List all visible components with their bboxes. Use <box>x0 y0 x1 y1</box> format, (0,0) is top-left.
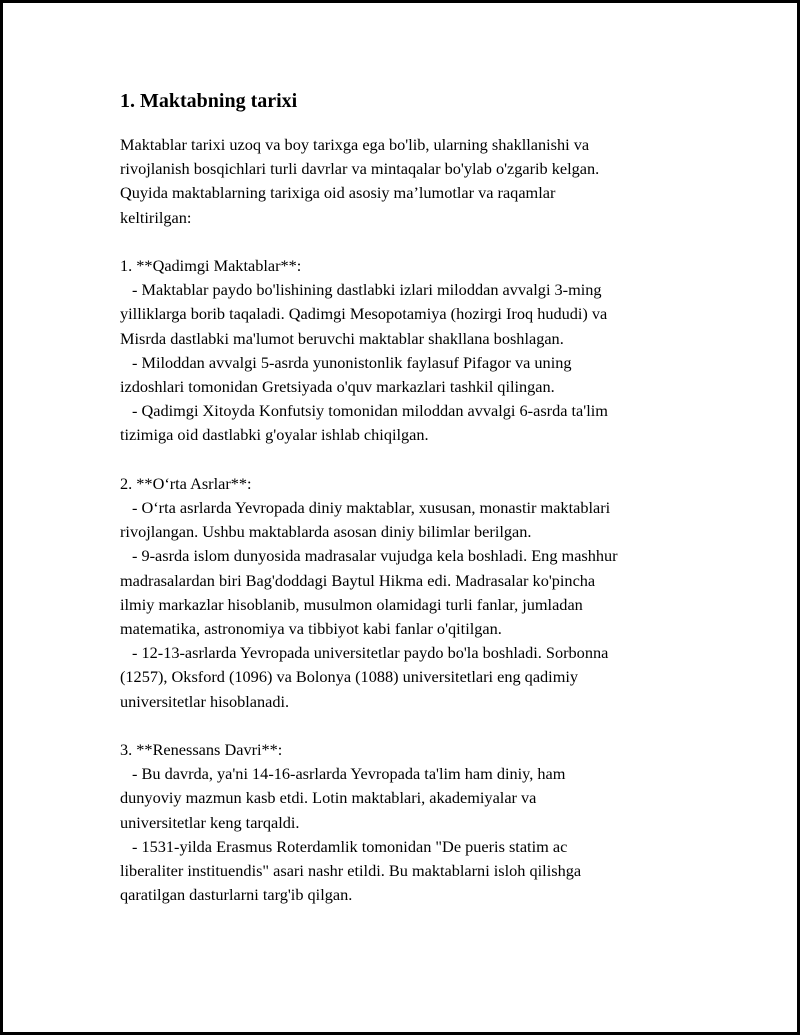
intro-paragraph <box>120 133 720 230</box>
bullet-continuation <box>120 520 720 544</box>
text-line: Maktablar tarixi uzoq va boy tarixga ega bo'lib, ularning shakllanishi va <box>120 135 590 154</box>
page-title: 1. Maktabning tarixi <box>120 90 298 112</box>
text-line: - Miloddan avvalgi 5-asrda yunonistonlik faylasuf Pifagor va uning <box>132 352 572 372</box>
bullet-continuation <box>120 569 720 642</box>
bullet-item <box>120 544 720 568</box>
text-line: (1257), Oksford (1096) va Bolonya (1088) universitetlari eng qadimiy <box>120 667 579 687</box>
text-line: matematika, astronomiya va tibbiyot kabi fanlar o'qitilgan. <box>120 619 502 639</box>
text-line: universitetlar hisoblanadi. <box>120 691 290 711</box>
bullet-item <box>120 399 720 423</box>
bullet-item <box>120 351 720 375</box>
bullet-continuation <box>120 859 720 907</box>
bullet-item <box>120 641 720 665</box>
text-line: - Maktablar paydo bo'lishining dastlabki izlari miloddan avvalgi 3-ming <box>132 280 602 300</box>
text-line: yilliklarga borib taqaladi. Qadimgi Mesopotamiya (hozirgi Iroq hududi) va <box>120 304 608 324</box>
text-line: keltirilgan: <box>120 207 192 227</box>
text-line: - 9-asrda islom dunyosida madrasalar vujudga kela boshladi. Eng mashhur <box>132 546 618 566</box>
bullet-item <box>120 835 720 859</box>
text-line: universitetlar keng tarqaldi. <box>120 812 300 832</box>
text-line: Misrda dastlabki ma'lumot beruvchi maktablar shakllana boshlagan. <box>120 328 564 348</box>
text-line: ilmiy markazlar hisoblanib, musulmon olamidagi turli fanlar, jumladan <box>120 594 583 614</box>
bullet-item <box>120 278 720 302</box>
text-line: dunyoviy mazmun kasb etdi. Lotin maktablari, akademiyalar va <box>120 788 537 808</box>
section-ancient <box>120 254 720 448</box>
section-title: 1. **Qadimgi Maktablar**: <box>120 256 302 275</box>
section-middle-ages <box>120 472 720 714</box>
bullet-item <box>120 762 720 786</box>
text-line: - Qadimgi Xitoyda Konfutsiy tomonidan miloddan avvalgi 6-asrda ta'lim <box>132 401 608 421</box>
text-line: - 12-13-asrlarda Yevropada universitetlar paydo bo'la boshladi. Sorbonna <box>132 643 609 663</box>
text-line: qaratilgan dasturlarni targ'ib qilgan. <box>120 885 353 905</box>
section-title: 2. **O‘rta Asrlar**: <box>120 473 252 493</box>
text-line: liberaliter instituendis" asari nashr etildi. Bu maktablarni isloh qilishga <box>120 861 582 881</box>
text-line: Quyida maktablarning tarixiga oid asosiy ma’lumotlar va raqamlar <box>120 183 556 203</box>
section-renaissance <box>120 738 720 907</box>
text-line: rivojlangan. Ushbu maktablarda asosan diniy bilimlar berilgan. <box>120 522 532 542</box>
bullet-continuation <box>120 302 720 350</box>
text-line: - 1531-yilda Erasmus Roterdamlik tomonidan "De pueris statim ac <box>132 836 568 856</box>
text-line: madrasalardan biri Bag'doddagi Baytul Hikma edi. Madrasalar ko'pincha <box>120 570 596 590</box>
bullet-item <box>120 496 720 520</box>
bullet-continuation <box>120 423 720 447</box>
section-title: 3. **Renessans Davri**: <box>120 740 283 760</box>
text-line: izdoshlari tomonidan Gretsiyada o'quv markazlari tashkil qilingan. <box>120 377 555 397</box>
text-line: tizimiga oid dastlabki g'oyalar ishlab chiqilgan. <box>120 425 429 445</box>
text-line: - Bu davrda, ya'ni 14-16-asrlarda Yevropada ta'lim ham diniy, ham <box>132 764 566 784</box>
bullet-continuation <box>120 665 720 713</box>
bullet-continuation <box>120 375 720 399</box>
text-line: rivojlanish bosqichlari turli davrlar va mintaqalar bo'ylab o'zgarib kelgan. <box>120 159 600 179</box>
document-content <box>120 89 720 907</box>
text-line: - O‘rta asrlarda Yevropada diniy maktablar, xususan, monastir maktablari <box>132 498 611 518</box>
bullet-continuation <box>120 786 720 834</box>
